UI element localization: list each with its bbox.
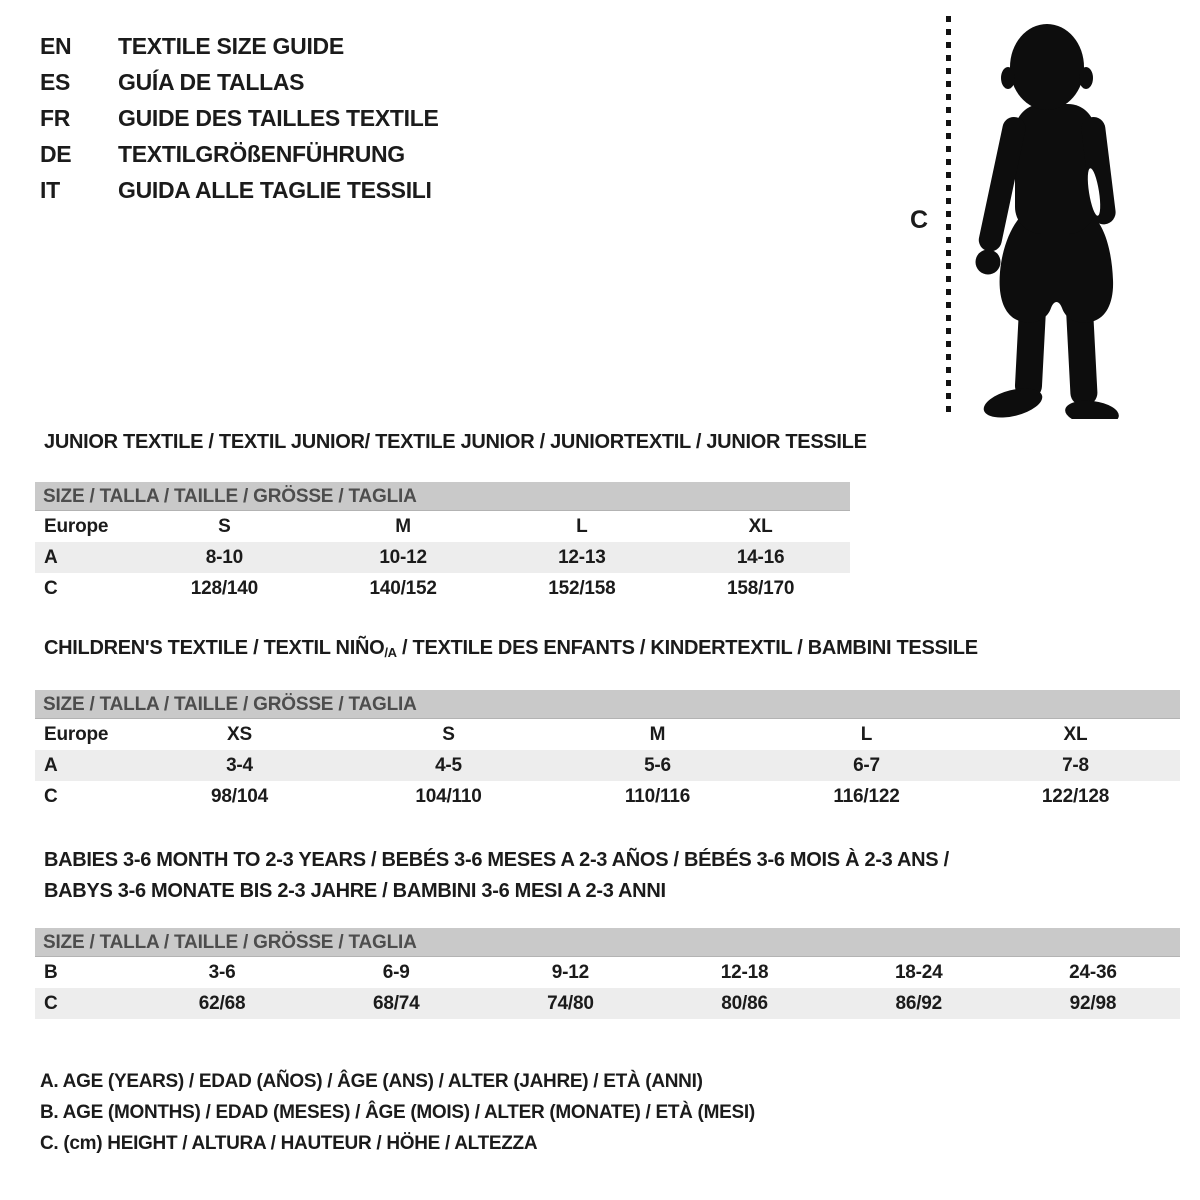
babies-size-table: [35, 928, 1180, 1019]
table-cell: 10-12: [379, 546, 427, 568]
table-cell: 3-4: [226, 754, 253, 776]
children-title-part2: / TEXTILE DES ENFANTS / KINDERTEXTIL / BAMBINI TESSILE: [396, 637, 978, 659]
table-cell: 86/92: [895, 992, 943, 1014]
table-cell: S: [442, 723, 455, 745]
size-header-row: SIZE / TALLA / TAILLE / GRÖSSE / TAGLIA: [35, 482, 850, 511]
row-label: C: [44, 785, 58, 807]
table-cell: 6-7: [853, 754, 880, 776]
row-label: Europe: [44, 723, 109, 745]
table-cell: L: [576, 515, 588, 537]
language-code: EN: [40, 32, 72, 59]
language-row-it: [40, 172, 439, 208]
row-label: C: [44, 992, 58, 1014]
table-row-height: [35, 988, 1180, 1019]
table-cell: 4-5: [435, 754, 462, 776]
language-code: ES: [40, 68, 71, 95]
table-cell: XS: [227, 723, 252, 745]
table-row-age-years: [35, 750, 1180, 781]
language-row-en: [40, 28, 439, 64]
row-label: Europe: [44, 515, 109, 537]
table-cell: 140/152: [369, 577, 437, 599]
table-cell: L: [860, 723, 873, 745]
children-title-subscript: /A: [384, 645, 397, 660]
language-code: FR: [40, 104, 71, 131]
children-section-title: [44, 637, 978, 660]
baby-silhouette-icon: [963, 14, 1138, 424]
table-cell: XL: [748, 515, 773, 537]
table-cell: 98/104: [211, 785, 268, 807]
table-cell: 116/122: [833, 785, 900, 807]
row-label: C: [44, 577, 58, 599]
guide-title-es: GUÍA DE TALLAS: [118, 68, 305, 95]
language-title-list: [40, 28, 439, 208]
legend-age-years: A. AGE (YEARS) / EDAD (AÑOS) / ÂGE (ANS) / ALTER (JAHRE) / ETÀ (ANNI): [40, 1071, 703, 1092]
children-size-table: [35, 690, 1180, 812]
language-row-fr: [40, 100, 439, 136]
language-code: DE: [40, 140, 72, 167]
table-cell: 74/80: [547, 992, 594, 1014]
height-measure-dashed-line: [946, 16, 951, 416]
table-cell: 68/74: [372, 992, 420, 1014]
size-header-row: SIZE / TALLA / TAILLE / GRÖSSE / TAGLIA: [35, 928, 1180, 957]
legend-age-months: B. AGE (MONTHS) / EDAD (MESES) / ÂGE (MOIS) / ALTER (MONATE) / ETÀ (MESI): [40, 1102, 755, 1123]
table-cell: XL: [1063, 723, 1088, 745]
table-cell: 18-24: [894, 961, 943, 983]
table-cell: 14-16: [736, 546, 785, 568]
table-cell: M: [649, 723, 666, 745]
row-label: A: [44, 754, 58, 776]
row-label: B: [44, 961, 58, 983]
table-cell: 128/140: [190, 577, 259, 599]
babies-section-title-line1: BABIES 3-6 MONTH TO 2-3 YEARS / BEBÉS 3-6 MESES A 2-3 AÑOS / BÉBÉS 3-6 MOIS À 2-3 ANS /: [44, 849, 949, 871]
guide-title-de: TEXTILGRÖßENFÜHRUNG: [118, 140, 405, 167]
size-header-row: SIZE / TALLA / TAILLE / GRÖSSE / TAGLIA: [35, 690, 1180, 719]
junior-size-table: [35, 482, 850, 604]
table-cell: 7-8: [1062, 754, 1089, 776]
table-cell: 12-18: [720, 961, 769, 983]
table-cell: 122/128: [1041, 785, 1110, 807]
table-cell: S: [218, 515, 231, 537]
table-cell: 24-36: [1069, 961, 1117, 983]
table-cell: M: [395, 515, 411, 537]
table-cell: 80/86: [721, 992, 768, 1014]
row-label: A: [44, 546, 58, 568]
table-cell: 3-6: [208, 961, 236, 983]
table-cell: 110/116: [624, 785, 691, 807]
table-row-europe: [35, 511, 850, 542]
table-cell: 5-6: [644, 754, 671, 776]
language-code: IT: [40, 176, 60, 203]
language-row-es: [40, 64, 439, 100]
table-row-europe: [35, 719, 1180, 750]
table-cell: 104/110: [415, 785, 482, 807]
legend-height: C. (cm) HEIGHT / ALTURA / HAUTEUR / HÖHE / ALTEZZA: [40, 1133, 538, 1154]
table-row-age-years: [35, 542, 850, 573]
table-row-age-months: [35, 957, 1180, 988]
children-title-part1: CHILDREN'S TEXTILE / TEXTIL NIÑO: [44, 637, 385, 659]
table-cell: 9-12: [551, 961, 590, 983]
babies-section-title-line2: BABYS 3-6 MONATE BIS 2-3 JAHRE / BAMBINI 3-6 MESI A 2-3 ANNI: [44, 880, 666, 902]
table-cell: 158/170: [726, 577, 795, 599]
junior-section-title: JUNIOR TEXTILE / TEXTIL JUNIOR/ TEXTILE JUNIOR / JUNIORTEXTIL / JUNIOR TESSILE: [44, 431, 867, 453]
table-cell: 62/68: [198, 992, 246, 1014]
table-cell: 8-10: [205, 546, 243, 568]
table-cell: 12-13: [558, 546, 606, 568]
table-cell: 92/98: [1069, 992, 1117, 1014]
guide-title-en: TEXTILE SIZE GUIDE: [118, 32, 344, 59]
table-row-height: [35, 573, 850, 604]
height-measure-label: C: [910, 206, 929, 234]
table-row-height: [35, 781, 1180, 812]
language-row-de: [40, 136, 439, 172]
table-cell: 152/158: [548, 577, 616, 599]
guide-title-fr: GUIDE DES TAILLES TEXTILE: [118, 104, 439, 131]
table-cell: 6-9: [382, 961, 410, 983]
guide-title-it: GUIDA ALLE TAGLIE TESSILI: [118, 176, 432, 203]
